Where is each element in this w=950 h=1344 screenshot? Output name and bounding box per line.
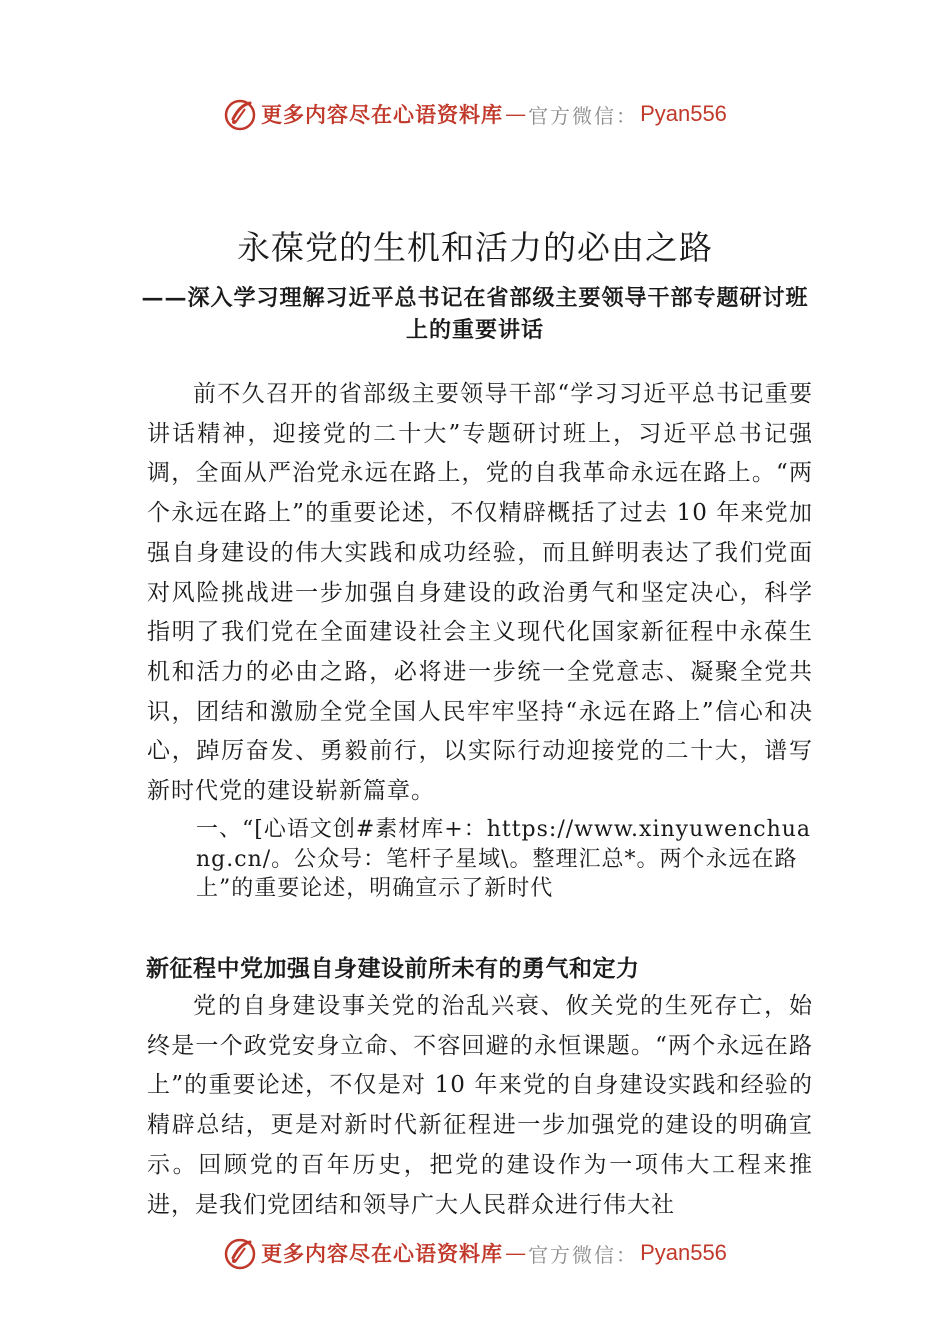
banner-separator: — [505, 1241, 527, 1265]
document-title: 永葆党的生机和活力的必由之路 [237, 228, 713, 267]
document-subtitle: ——深入学习理解习近平总书记在省部级主要领导干部专题研讨班上的重要讲话 [141, 285, 809, 343]
pen-logo-icon [223, 97, 257, 131]
header-banner [0, 94, 950, 134]
section-item-one: 一、“[心语文创#素材库+：https://www.xinyuwenchuang.cn/。公众号：笔杆子星域\。整理汇总*。两个永远在路上”的重要论述，明确宣示了新时代 [196, 817, 812, 901]
footer-banner [0, 1233, 950, 1273]
paragraph-second: 党的自身建设事关党的治乱兴衰、攸关党的生死存亡，始终是一个政党安身立命、不容回避的永恒课题。“两个永远在路上”的重要论述，不仅是对 10 年来党的自身建设实践和经验的精辟总结，更是对新时代新征程进一步加强党的建设的明确宣示。回顾党的百年历史，把党的建设作为一项伟大工程来推进，是我们党团结和领导广大人民群众进行伟大社 [147, 993, 813, 1218]
banner-wechat-label: 官方微信： [528, 103, 639, 128]
banner-site-name: 更多内容尽在心语资料库 [261, 1241, 504, 1266]
banner-wechat-id: Pyan556 [640, 101, 727, 126]
pen-logo-icon [223, 1236, 257, 1270]
banner-separator: — [505, 102, 527, 126]
banner-wechat-id: Pyan556 [640, 1240, 727, 1265]
paragraph-intro: 前不久召开的省部级主要领导干部“学习习近平总书记重要讲话精神，迎接党的二十大”专题研讨班上，习近平总书记强调，全面从严治党永远在路上，党的自我革命永远在路上。“两个永远在路上”的重要论述，不仅精辟概括了过去 10 年来党加强自身建设的伟大实践和成功经验，而且鲜明表达了我们党面对风险挑战进一步加强自身建设的政治勇气和坚定决心，科学指明了我们党在全面建设社会主义现代化国家新征程中永葆生机和活力的必由之路，必将进一步统一全党意志、凝聚全党共识，团结和激励全党全国人民牢牢坚持“永远在路上”信心和决心，踔厉奋发、勇毅前行，以实际行动迎接党的二十大，谱写新时代党的建设崭新篇章。 [147, 381, 813, 805]
banner-site-name: 更多内容尽在心语资料库 [261, 102, 504, 127]
banner-wechat-label: 官方微信： [528, 1242, 639, 1267]
section-heading: 新征程中党加强自身建设前所未有的勇气和定力 [146, 956, 640, 982]
